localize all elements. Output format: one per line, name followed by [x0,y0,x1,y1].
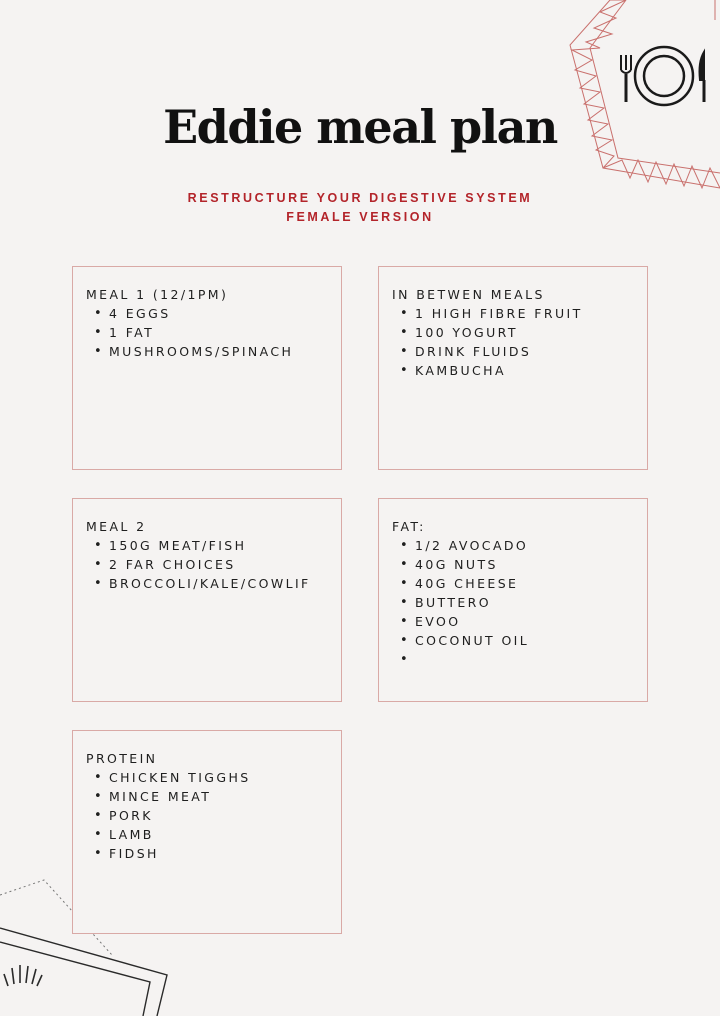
bullet-icon: • [400,652,411,667]
sunburst-icon [4,965,42,986]
protein-heading: PROTEIN [86,751,158,766]
list-item: • MUSHROOMS/SPINACH [94,344,294,359]
bullet-icon: • [94,538,105,553]
page-title: Eddie meal plan [163,100,557,154]
bullet-icon: • [400,614,411,629]
list-item: • EVOO [400,614,461,629]
bullet-icon: • [94,344,105,359]
meal-2-heading: MEAL 2 [86,519,147,534]
fat-heading: FAT: [392,519,426,534]
bullet-icon: • [400,363,411,378]
list-item: • 150G MEAT/FISH [94,538,247,553]
bullet-icon: • [400,538,411,553]
meal-1-list [86,304,329,361]
meal-2-box [72,498,342,702]
list-item: • PORK [94,808,153,823]
protein-list [86,768,329,863]
bullet-icon: • [400,595,411,610]
list-item [400,650,635,669]
top-right-geometric-border [570,0,720,188]
page-subtitle-line-1: RESTRUCTURE YOUR DIGESTIVE SYSTEM [187,191,533,205]
list-item: • KAMBUCHA [400,363,506,378]
list-item: • FIDSH [94,846,159,861]
list-item: • 40G CHEESE [400,576,519,591]
bullet-icon: • [94,808,105,823]
bullet-icon: • [400,344,411,359]
list-item: • BUTTERO [400,595,491,610]
bullet-icon: • [400,633,411,648]
fat-box [378,498,648,702]
bullet-icon: • [94,827,105,842]
list-item: • 100 YOGURT [400,325,518,340]
bullet-icon: • [94,557,105,572]
bullet-icon: • [94,306,105,321]
bullet-icon: • [400,306,411,321]
protein-box [72,730,342,934]
page-subtitle-line-2: FEMALE VERSION [286,210,434,224]
meal-1-heading: MEAL 1 (12/1PM) [86,287,229,302]
list-item: • LAMB [94,827,154,842]
bullet-icon: • [94,576,105,591]
bullet-icon: • [94,325,105,340]
list-item: • 2 FAR CHOICES [94,557,236,572]
in-between-meals-heading: IN BETWEN MEALS [392,287,545,302]
bullet-icon: • [400,576,411,591]
bullet-icon: • [94,846,105,861]
list-item: • DRINK FLUIDS [400,344,532,359]
list-item: • 1 HIGH FIBRE FRUIT [400,306,583,321]
list-item: • CHICKEN TIGGHS [94,770,251,785]
list-item: • COCONUT OIL [400,633,530,648]
in-between-meals-list [392,304,635,380]
place-setting-icon [621,47,704,105]
meal-2-list [86,536,329,593]
bullet-icon: • [94,789,105,804]
bullet-icon: • [400,325,411,340]
list-item: • 40G NUTS [400,557,498,572]
bullet-icon: • [400,557,411,572]
list-item: • 4 EGGS [94,306,171,321]
list-item: • 1/2 AVOCADO [400,538,529,553]
bullet-icon: • [94,770,105,785]
fat-list [392,536,635,669]
list-item: • 1 FAT [94,325,155,340]
list-item: • MINCE MEAT [94,789,212,804]
list-item: • BROCCOLI/KALE/COWLIF [94,576,311,591]
in-between-meals-box [378,266,648,470]
meal-1-box [72,266,342,470]
